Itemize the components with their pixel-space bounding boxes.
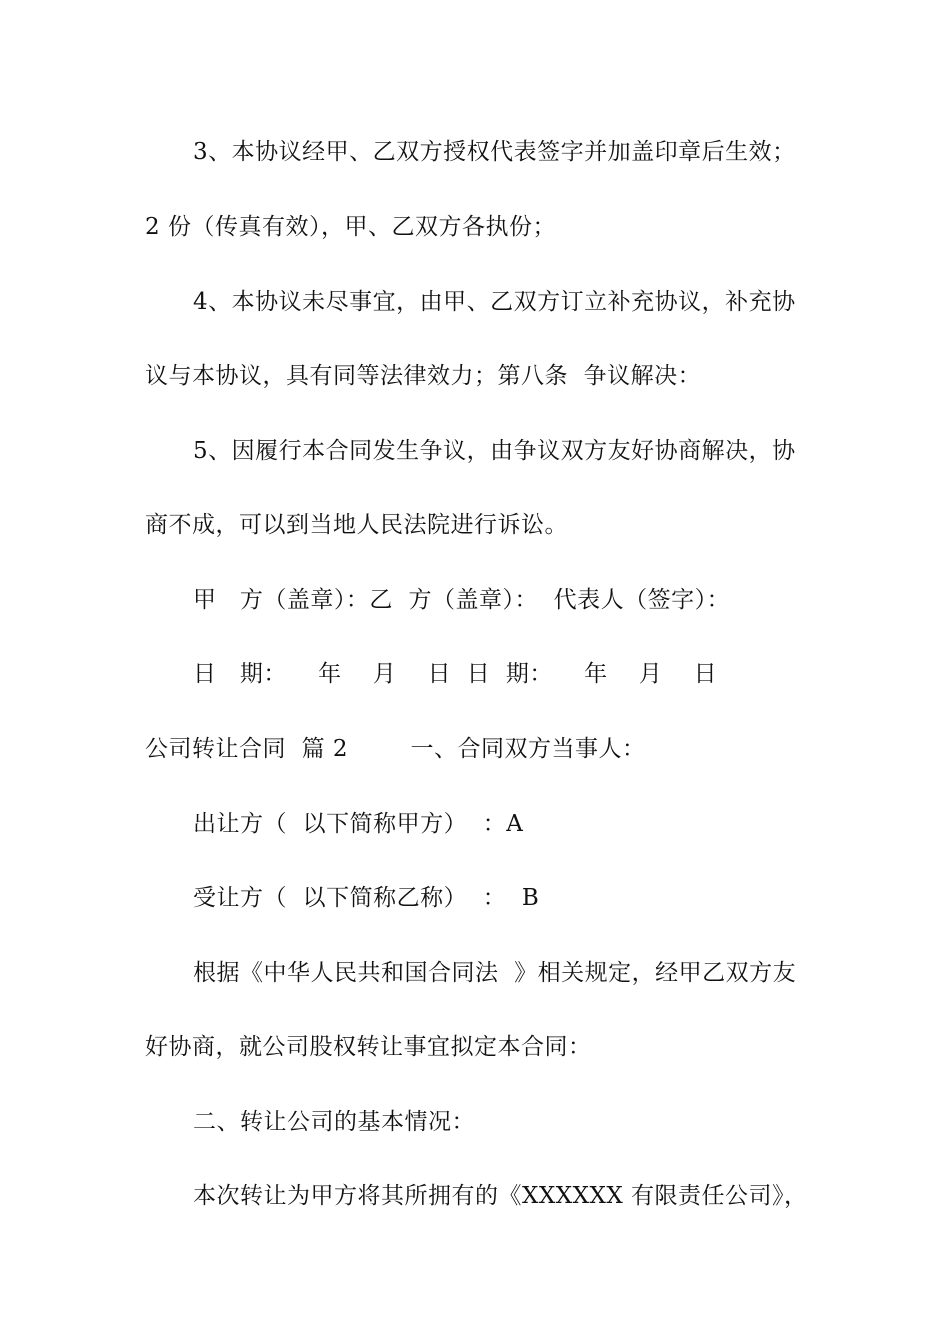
transferee-line: 受让方（ 以下简称乙称） ： B	[193, 885, 540, 911]
transferor-line: 出让方（ 以下简称甲方） ：A	[193, 811, 524, 837]
section-2-heading: 二、转让公司的基本情况：	[193, 1109, 475, 1135]
clause-5-line-1: 5、因履行本合同发生争议，由争议双方友好协商解决，协	[193, 438, 796, 464]
basis-line-2: 好协商，就公司股权转让事宜拟定本合同：	[145, 1034, 592, 1060]
clause-3-line-2: 2 份（传真有效），甲、乙双方各执份；	[145, 214, 556, 240]
clause-4-line-2: 议与本协议，具有同等法律效力；第八条 争议解决：	[145, 363, 702, 389]
clause-5-line-2: 商不成，可以到当地人民法院进行诉讼。	[145, 512, 568, 538]
clause-4-line-1: 4、本协议未尽事宜，由甲、乙双方订立补充协议，补充协	[193, 289, 796, 315]
basis-line-1: 根据《中华人民共和国合同法 》相关规定，经甲乙双方友	[193, 960, 797, 986]
signature-line: 甲 方（盖章）：乙 方（盖章）： 代表人（签字）：	[193, 587, 731, 613]
date-line: 日 期： 年 月 日 日 期： 年 月 日	[193, 661, 718, 687]
clause-3-line-1: 3、本协议经甲、乙双方授权代表签字并加盖印章后生效；	[193, 139, 796, 165]
transfer-description-line: 本次转让为甲方将其所拥有的《XXXXXX 有限责任公司》，	[193, 1183, 808, 1209]
contract-2-heading: 公司转让合同 篇 2 一、合同双方当事人：	[145, 736, 646, 762]
